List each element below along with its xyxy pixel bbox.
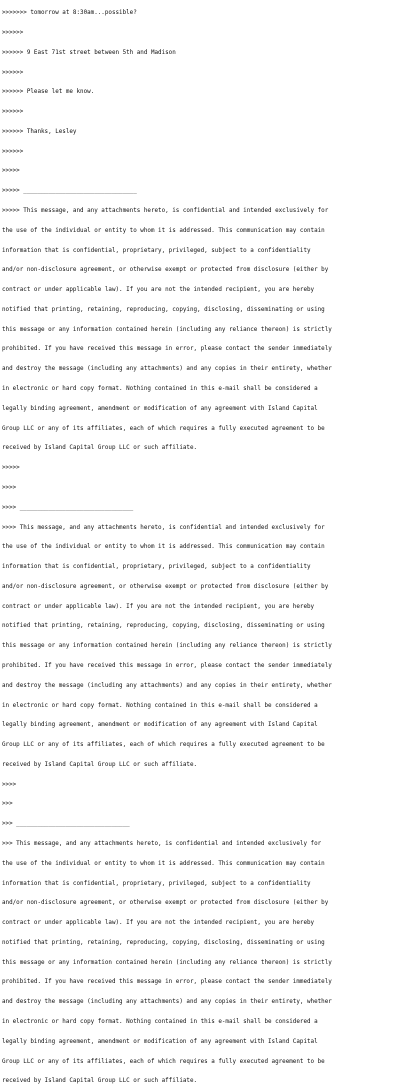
- disclaimer-1-line: Group LLC or any of its affiliates, each of which requires a fully executed agreement to be: [2, 425, 325, 432]
- quote-marker-line: >>>>: [2, 781, 17, 788]
- disclaimer-3-line: >>> This message, and any attachments hereto, is confidential and intended exclusively for: [2, 841, 322, 847]
- disclaimer-1-line: legally binding agreement, amendment or modification of any agreement with Island Capital: [2, 405, 318, 412]
- disclaimer-1-line: notified that printing, retaining, reproducing, copying, disclosing, disseminating or using: [2, 306, 325, 313]
- disclaimer-3-line: this message or any information contained herein (including any reliance thereon) is strictly: [2, 959, 332, 966]
- disclaimer-1-line: and/or non-disclosure agreement, or otherwise exempt or protected from disclosure (either by: [2, 267, 329, 274]
- disclaimer-2-line: this message or any information contained herein (including any reliance thereon) is strictly: [2, 643, 332, 650]
- disclaimer-1-line: and destroy the message (including any attachments) and any copies in their entirety, whether: [2, 366, 332, 373]
- disclaimer-1-line: this message or any information contained herein (including any reliance thereon) is strictly: [2, 326, 332, 333]
- email-document-body: [2, 0, 398, 1092]
- disclaimer-3-line: and destroy the message (including any attachments) and any copies in their entirety, whether: [2, 999, 332, 1006]
- disclaimer-3-line: the use of the individual or entity to whom it is addressed. This communication may contain: [2, 860, 325, 867]
- disclaimer-2-line: >>>> This message, and any attachments hereto, is confidential and intended exclusively for: [2, 524, 325, 531]
- quote-marker-line: >>>: [2, 801, 13, 808]
- disclaimer-2-line: prohibited. If you have received this message in error, please contact the sender immediately: [2, 662, 332, 669]
- disclaimer-3-line: legally binding agreement, amendment or modification of any agreement with Island Capital: [2, 1038, 318, 1045]
- disclaimer-2-line: the use of the individual or entity to whom it is addressed. This communication may contain: [2, 544, 325, 551]
- disclaimer-3-line: Group LLC or any of its affiliates, each of which requires a fully executed agreement to be: [2, 1058, 325, 1065]
- disclaimer-1-line: contract or under applicable law). If you are not the intended recipient, you are hereby: [2, 287, 315, 294]
- disclaimer-2-line: in electronic or hard copy format. Nothing contained in this e-mail shall be considered a: [2, 702, 318, 709]
- disclaimer-1-line: >>>>> This message, and any attachments hereto, is confidential and intended exclusively for: [2, 208, 329, 214]
- disclaimer-2-line: and destroy the message (including any attachments) and any copies in their entirety, whether: [2, 682, 332, 689]
- quote-marker-line: >>>>>: [2, 168, 20, 175]
- disclaimer-3-line: notified that printing, retaining, reproducing, copying, disclosing, disseminating or using: [2, 939, 325, 946]
- disclaimer-3-line: and/or non-disclosure agreement, or otherwise exempt or protected from disclosure (either by: [2, 900, 329, 907]
- quoted-line-request: >>>>>>> tomorrow at 8:30am...possible?: [2, 10, 137, 17]
- disclaimer-2-line: information that is confidential, proprietary, privileged, subject to a confidentiality: [2, 564, 311, 571]
- disclaimer-1-line: the use of the individual or entity to whom it is addressed. This communication may contain: [2, 227, 325, 234]
- disclaimer-3-line: in electronic or hard copy format. Nothing contained in this e-mail shall be considered a: [2, 1019, 318, 1026]
- disclaimer-2-line: contract or under applicable law). If you are not the intended recipient, you are hereby: [2, 603, 315, 610]
- disclaimer-2-line: Group LLC or any of its affiliates, each of which requires a fully executed agreement to be: [2, 742, 325, 749]
- disclaimer-3-line: received by Island Capital Group LLC or such affiliate.: [2, 1078, 198, 1085]
- disclaimer-3-line: prohibited. If you have received this message in error, please contact the sender immediately: [2, 979, 332, 986]
- disclaimer-2-line: notified that printing, retaining, reproducing, copying, disclosing, disseminating or using: [2, 623, 325, 630]
- quote-marker-line: >>>>>>: [2, 69, 24, 76]
- disclaimer-1-line: in electronic or hard copy format. Nothing contained in this e-mail shall be considered a: [2, 386, 318, 393]
- quote-marker-line: >>>>>: [2, 465, 20, 472]
- quoted-line-address: >>>>>> 9 East 71st street between 5th and Madison: [2, 49, 176, 56]
- disclaimer-separator: >>>>> ________________________________: [2, 188, 137, 195]
- disclaimer-separator: >>>> ________________________________: [2, 504, 134, 511]
- quote-marker-line: >>>>>>: [2, 109, 24, 116]
- disclaimer-2-line: and/or non-disclosure agreement, or otherwise exempt or protected from disclosure (either by: [2, 583, 329, 590]
- quote-marker-line: >>>>>>: [2, 29, 24, 36]
- quote-marker-line: >>>>: [2, 484, 17, 491]
- disclaimer-3-line: information that is confidential, proprietary, privileged, subject to a confidentiality: [2, 880, 311, 887]
- disclaimer-1-line: information that is confidential, proprietary, privileged, subject to a confidentiality: [2, 247, 311, 254]
- disclaimer-1-line: received by Island Capital Group LLC or such affiliate.: [2, 445, 198, 452]
- disclaimer-2-line: received by Island Capital Group LLC or such affiliate.: [2, 761, 198, 768]
- disclaimer-2-line: legally binding agreement, amendment or modification of any agreement with Island Capital: [2, 722, 318, 729]
- quote-marker-line: >>>>>>: [2, 148, 24, 155]
- disclaimer-1-line: prohibited. If you have received this message in error, please contact the sender immediately: [2, 346, 332, 353]
- quoted-line-signoff: >>>>>> Thanks, Lesley: [2, 128, 77, 135]
- disclaimer-3-line: contract or under applicable law). If you are not the intended recipient, you are hereby: [2, 920, 315, 927]
- quoted-line-please-let-me-know: >>>>>> Please let me know.: [2, 89, 95, 96]
- disclaimer-separator: >>> ________________________________: [2, 821, 130, 828]
